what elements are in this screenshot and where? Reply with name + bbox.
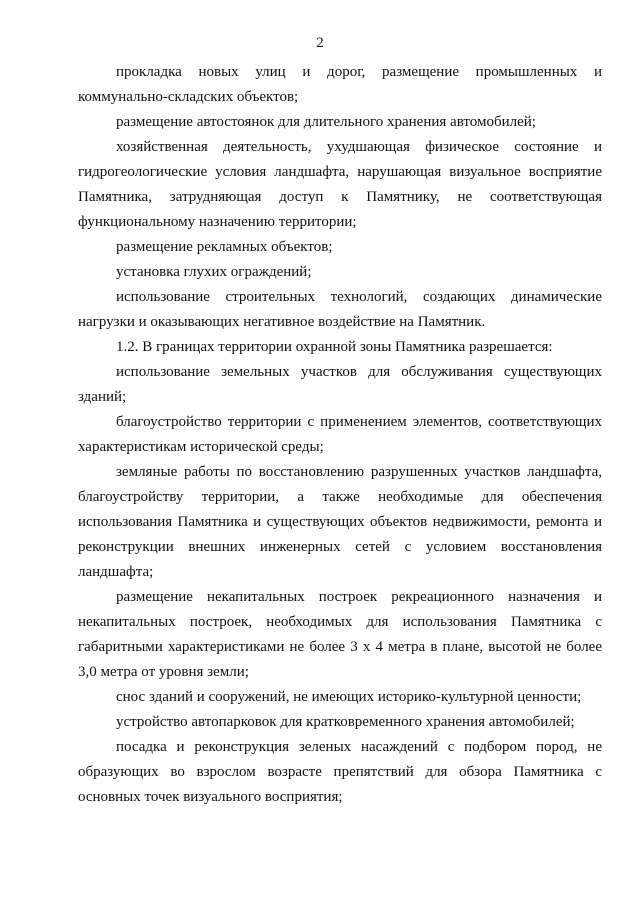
paragraph-prohibited-roads: прокладка новых улиц и дорог, размещение промышленных и коммунально-складских объектов; xyxy=(78,64,602,105)
section-heading-1-2: 1.2. В границах территории охранной зоны Памятника разрешается: xyxy=(116,339,553,355)
paragraph-allowed-short-parking: устройство автопарковок для кратковременного хранения автомобилей; xyxy=(116,714,575,730)
page-number: 2 xyxy=(316,35,324,51)
paragraph-allowed-temporary-buildings: размещение некапитальных построек рекреационного назначения и некапитальных построек, необходимых для использования Памятника с габаритными характеристиками не более 3 х 4 метра в плане, высотой не более 3,0 метра от уровня земли; xyxy=(78,589,602,680)
paragraph-prohibited-fences: установка глухих ограждений; xyxy=(116,264,312,280)
paragraph-prohibited-parking: размещение автостоянок для длительного хранения автомобилей; xyxy=(116,114,536,130)
paragraph-allowed-land-use: использование земельных участков для обслуживания существующих зданий; xyxy=(78,364,602,405)
paragraph-allowed-earthworks: земляные работы по восстановлению разрушенных участков ландшафта, благоустройству территории, а также необходимые для обеспечения использования Памятника и существующих объектов недвижимости, ремонта и реконструкции внешних инженерных сетей с условием восстановления ландшафта; xyxy=(78,464,602,580)
document-body xyxy=(78,60,602,810)
paragraph-allowed-demolition: снос зданий и сооружений, не имеющих историко-культурной ценности; xyxy=(116,689,582,705)
paragraph-prohibited-advertising: размещение рекламных объектов; xyxy=(116,239,333,255)
paragraph-allowed-landscaping: благоустройство территории с применением элементов, соответствующих характеристикам исторической среды; xyxy=(78,414,602,455)
paragraph-allowed-planting: посадка и реконструкция зеленых насаждений с подбором пород, не образующих во взрослом возрасте препятствий для обзора Памятника с основных точек визуального восприятия; xyxy=(78,739,602,805)
paragraph-prohibited-construction-tech: использование строительных технологий, создающих динамические нагрузки и оказывающих негативное воздействие на Памятник. xyxy=(78,289,602,330)
paragraph-prohibited-economic-activity: хозяйственная деятельность, ухудшающая физическое состояние и гидрогеологические условия ландшафта, нарушающая визуальное восприятие Памятника, затрудняющая доступ к Памятнику, не соответствующая функциональному назначению территории; xyxy=(78,139,602,230)
